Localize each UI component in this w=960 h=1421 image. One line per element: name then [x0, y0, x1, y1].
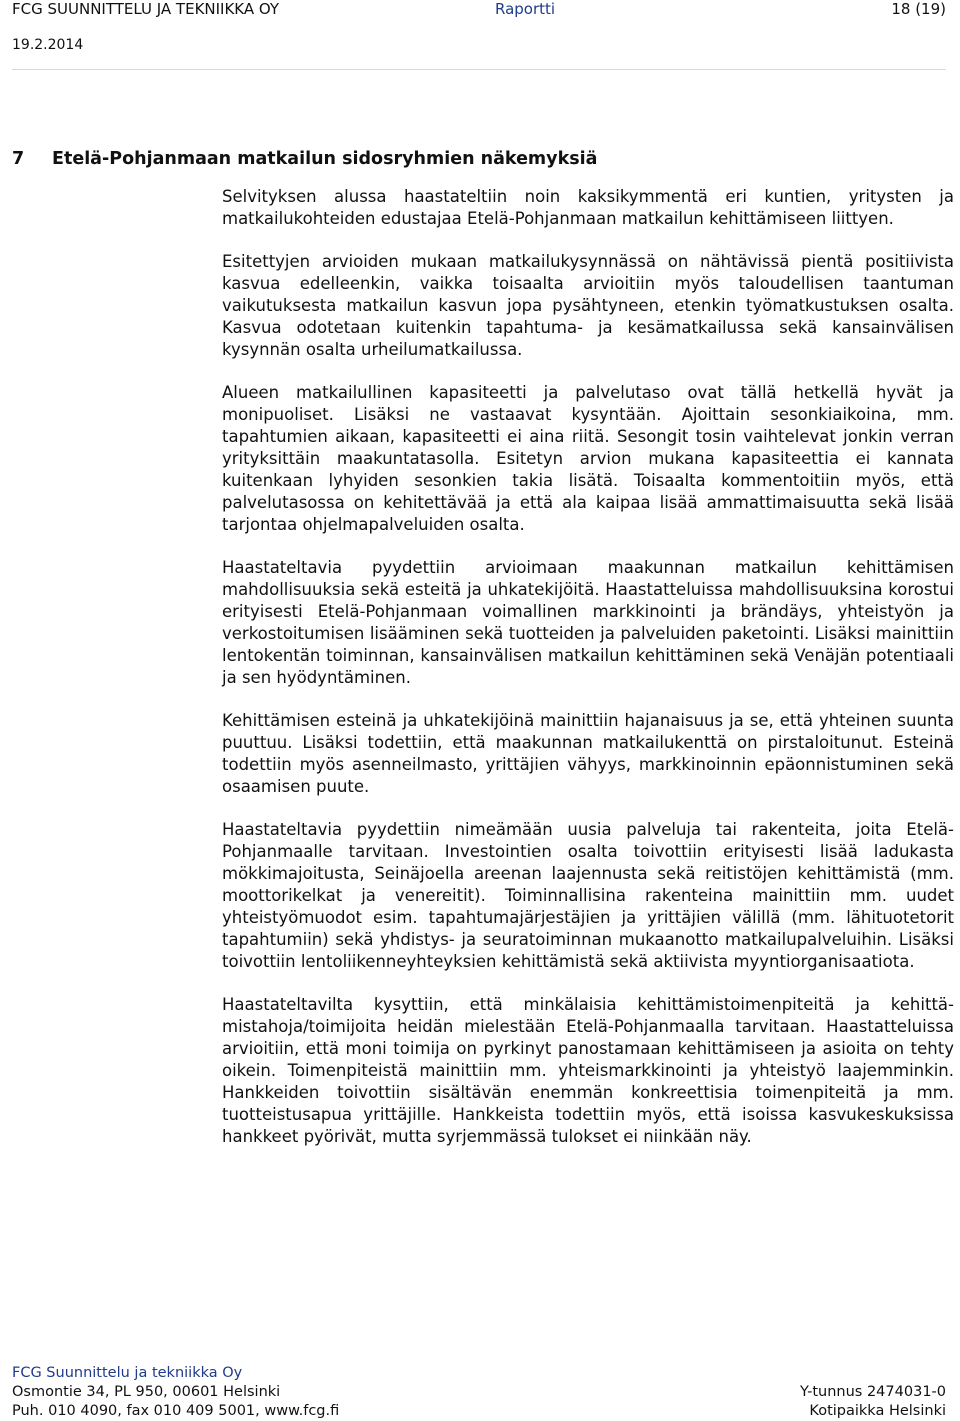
section-title: Etelä-Pohjanmaan matkailun sidosryhmien näkemyksiä — [52, 149, 598, 169]
paragraph: Haastateltavia pyydettiin nimeämään uusia palveluja tai rakenteita, joita Etelä-Pohjanmaalle tarvitaan. Investointien osalta toivottiin erityisesti lisää ladukasta mökkimajoitusta, Seinäjoella areenan laajennusta sekä reitistöjen kehittämistä (mm. moottorikelkat ja venereitit). Toiminnallisina rakenteina mainittiin mm. uudet yhteistyömuodot esim. tapahtumajärjestäjien ja yrittäjien välillä (mm. lähituotetorit tapahtumiin) sekä yhdistys- ja seuratoiminnan mukaanotto matkailupalveluihin. Lisäksi toivottiin lentoliikenneyhteyksien kehittämistä sekä aktiivista myyntiorganisaatiota. — [222, 820, 954, 971]
footer-domicile: Kotipaikka Helsinki — [809, 1403, 946, 1419]
header-doc-type: Raportti — [495, 0, 556, 18]
footer-business-id: Y-tunnus 2474031-0 — [799, 1384, 946, 1400]
paragraph: Selvityksen alussa haastateltiin noin kaksikymmentä eri kuntien, yritysten ja matkailukohteiden edustajaa Etelä-Pohjanmaan matkailun kehittämiseen liittyen. — [222, 187, 954, 228]
paragraph: Haastateltavilta kysyttiin, että minkälaisia kehittämistoimenpiteitä ja kehittämistahoja/toimijoita heidän mielestään Etelä-Pohjanmaalla tarvitaan. Haastatteluissa arvioitiin, että moni toimija on pyrkinyt panostamaan kehittämiseen ja asioita on tehty oikein. Toimenpiteistä mainittiin mm. yhteismarkkinointi ja yhteistyö laajemminkin. Hankkeiden toivottiin sisältävän enemmän konkreettisia toimenpiteitä ja mm. tuotteistusapua yrittäjille. Hankkeista todettiin myös, että isoissa kasvukeskuksissa hankkeet pyörivät, mutta syrjemmässä tulokset ei niinkään näy. — [222, 995, 954, 1146]
section-heading — [12, 147, 597, 171]
footer-company-name: FCG Suunnittelu ja tekniikka Oy — [12, 1365, 243, 1381]
paragraph: Kehittämisen esteinä ja uhkatekijöinä mainittiin hajanaisuus ja se, että yhteinen suunta puuttuu. Lisäksi todettiin, että maakunnan matkailukenttä on pirstaloitunut. Esteinä todettiin myös asenneilmasto, yrittäjien vähyys, markkinoinnin epäonnistuminen sekä osaamisen puute. — [222, 711, 954, 796]
paragraph: Alueen matkailullinen kapasiteetti ja palvelutaso ovat tällä hetkellä hyvät ja monipuoliset. Lisäksi ne vastaavat kysyntään. Ajoittain sesonkiaikoina, mm. tapahtumien aikaan, kapasiteetti ei aina riitä. Sesongit tosin vaihtelevat jonkin verran yrityksittäin maakuntatasolla. Esitetyn arvion mukana kapasiteettia ei kannata kuitenkaan lyhyiden sesonkien takia lisätä. Toisaalta kommentoitiin myös, että palvelutasossa on kehitettävää ja että ala kaipaa lisää ammattimaisuutta sekä lisää tarjontaa ohjelmapalveluiden osalta. — [222, 383, 954, 534]
paragraph: Esitettyjen arvioiden mukaan matkailukysynnässä on nähtävissä pientä positiivista kasvua edelleenkin, vaikka toisaalta arvioitiin myös taloudellisen taantuman vaikutuksesta matkailun kasvun jopa pysähtyneen, etenkin työmatkustuksen osalta. Kasvua odotetaan kuitenkin tapahtuma- ja kesämatkailussa sekä kansainvälisen kysynnän osalta urheilumatkailussa. — [222, 252, 954, 359]
header-company-name: FCG SUUNNITTELU JA TEKNIIKKA OY — [12, 0, 280, 18]
body-text — [222, 186, 954, 1169]
page-header — [12, 0, 946, 20]
header-page-number: 18 (19) — [891, 0, 946, 18]
header-divider — [12, 69, 946, 70]
page-footer — [12, 1364, 946, 1421]
section-number: 7 — [12, 149, 25, 169]
paragraph: Haastateltavia pyydettiin arvioimaan maakunnan matkailun kehittämisen mahdollisuuksia sekä esteitä ja uhkatekijöitä. Haastatteluissa mahdollisuuksina korostui erityisesti Etelä-Pohjanmaan voimallinen markkinointi ja brändäys, yhteistyön ja verkostoitumisen lisääminen sekä tuotteiden ja palveluiden paketointi. Lisäksi mainittiin lentokentän toiminnan, kansainvälisen matkailun kehittäminen sekä Venäjän potentiaali ja sen hyödyntäminen. — [222, 558, 954, 687]
header-date: 19.2.2014 — [12, 37, 84, 53]
footer-address: Osmontie 34, PL 950, 00601 Helsinki — [12, 1384, 281, 1400]
footer-contact: Puh. 010 4090, fax 010 409 5001, www.fcg.fi — [12, 1403, 340, 1419]
